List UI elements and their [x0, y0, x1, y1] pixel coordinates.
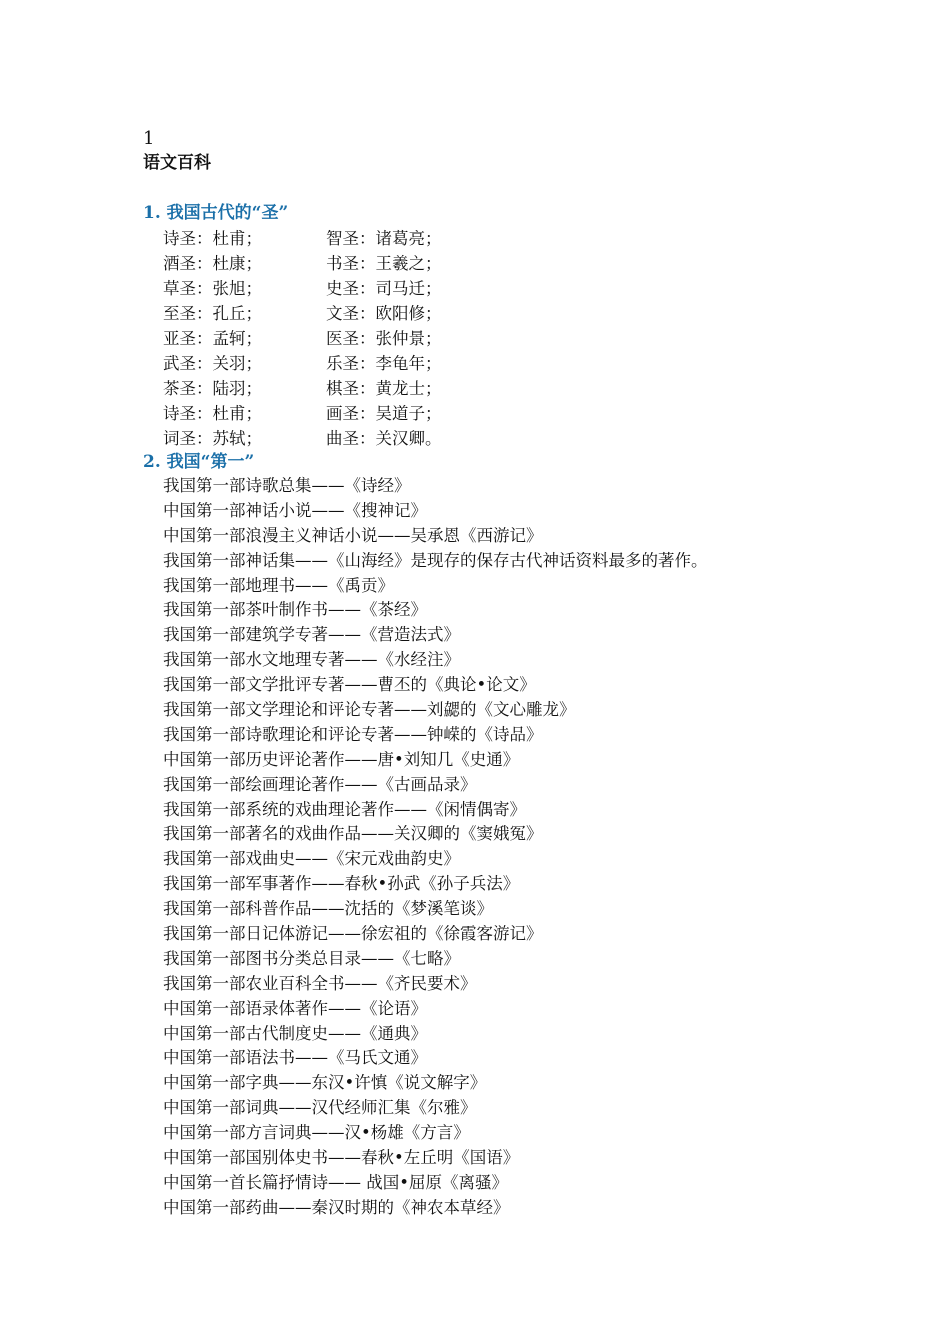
sages-list [163, 226, 483, 451]
sage-row [163, 426, 483, 451]
sage-entry-right: 画圣：吴道子； [326, 404, 442, 423]
sage-entry-right: 智圣：诸葛亮； [326, 229, 442, 248]
sage-row [163, 226, 483, 251]
sage-entry-left: 词圣：苏轼； [163, 429, 262, 448]
first-item: 中国第一首长篇抒情诗—— 战国•屈原《离骚》 [163, 1172, 508, 1192]
first-item: 中国第一部字典——东汉•许慎《说文解字》 [163, 1073, 487, 1093]
document-title: 语文百科 [143, 153, 211, 173]
sage-entry-left: 至圣：孔丘； [163, 304, 262, 323]
sage-entry-left: 草圣：张旭； [163, 279, 262, 298]
sage-row [163, 326, 483, 351]
first-item: 中国第一部神话小说——《搜神记》 [163, 500, 427, 520]
first-item: 我国第一部神话集——《山海经》是现存的保存古代神话资料最多的著作。 [163, 550, 708, 570]
sage-entry-right: 医圣：张仲景； [326, 329, 442, 348]
section-heading-firsts: 2. 我国“第一” [143, 452, 255, 472]
sage-entry-left: 诗圣：杜甫； [163, 229, 262, 248]
first-item: 中国第一部语法书——《马氏文通》 [163, 1048, 427, 1068]
first-item: 我国第一部科普作品——沈括的《梦溪笔谈》 [163, 899, 493, 919]
sage-entry-left: 酒圣：杜康； [163, 254, 262, 273]
first-item: 我国第一部绘画理论著作——《古画品录》 [163, 774, 477, 794]
first-item: 我国第一部农业百科全书——《齐民要术》 [163, 973, 477, 993]
first-item: 我国第一部茶叶制作书——《茶经》 [163, 600, 427, 620]
first-item: 我国第一部军事著作——春秋•孙武《孙子兵法》 [163, 874, 520, 894]
sage-entry-right: 曲圣：关汉卿。 [326, 429, 442, 448]
sage-entry-right: 书圣：王羲之； [326, 254, 442, 273]
first-item: 中国第一部国别体史书——春秋•左丘明《国语》 [163, 1148, 520, 1168]
first-item: 我国第一部地理书——《禹贡》 [163, 575, 394, 595]
first-item: 我国第一部日记体游记——徐宏祖的《徐霞客游记》 [163, 924, 543, 944]
sage-row [163, 351, 483, 376]
first-item: 中国第一部方言词典——汉•杨雄《方言》 [163, 1123, 470, 1143]
sage-entry-left: 茶圣：陆羽； [163, 379, 262, 398]
sage-row [163, 251, 483, 276]
sage-entry-left: 亚圣：孟轲； [163, 329, 262, 348]
first-item: 中国第一部药曲——秦汉时期的《神农本草经》 [163, 1197, 510, 1217]
firsts-list [163, 474, 708, 1221]
first-item: 我国第一部建筑学专著——《营造法式》 [163, 625, 460, 645]
sage-entry-right: 乐圣：李龟年； [326, 354, 442, 373]
sage-row [163, 401, 483, 426]
first-item: 中国第一部历史评论著作——唐•刘知几《史通》 [163, 749, 520, 769]
first-item: 我国第一部水文地理专著——《水经注》 [163, 650, 460, 670]
first-item: 我国第一部文学批评专著——曹丕的《典论•论文》 [163, 675, 536, 695]
first-item: 中国第一部词典——汉代经师汇集《尔雅》 [163, 1098, 477, 1118]
first-item: 我国第一部戏曲史——《宋元戏曲韵史》 [163, 849, 460, 869]
page-number: 1 [143, 128, 155, 149]
sage-row [163, 276, 483, 301]
sage-row [163, 376, 483, 401]
sage-entry-left: 武圣：关羽； [163, 354, 262, 373]
first-item: 中国第一部古代制度史——《通典》 [163, 1023, 427, 1043]
first-item: 中国第一部浪漫主义神话小说——吴承恩《西游记》 [163, 525, 543, 545]
sage-row [163, 301, 483, 326]
sage-entry-left: 诗圣：杜甫； [163, 404, 262, 423]
first-item: 中国第一部语录体著作——《论语》 [163, 998, 427, 1018]
first-item: 我国第一部诗歌理论和评论专著——钟嵘的《诗品》 [163, 724, 543, 744]
first-item: 我国第一部诗歌总集——《诗经》 [163, 476, 411, 495]
sage-entry-right: 文圣：欧阳修； [326, 304, 442, 323]
first-item: 我国第一部系统的戏曲理论著作——《闲情偶寄》 [163, 799, 526, 819]
first-item: 我国第一部图书分类总目录——《七略》 [163, 948, 460, 968]
first-item: 我国第一部著名的戏曲作品——关汉卿的《窦娥冤》 [163, 824, 543, 844]
sage-entry-right: 史圣：司马迁； [326, 279, 442, 298]
first-item: 我国第一部文学理论和评论专著——刘勰的《文心雕龙》 [163, 700, 576, 720]
section-heading-sages: 1. 我国古代的“圣” [143, 203, 289, 223]
sage-entry-right: 棋圣：黄龙士； [326, 379, 442, 398]
